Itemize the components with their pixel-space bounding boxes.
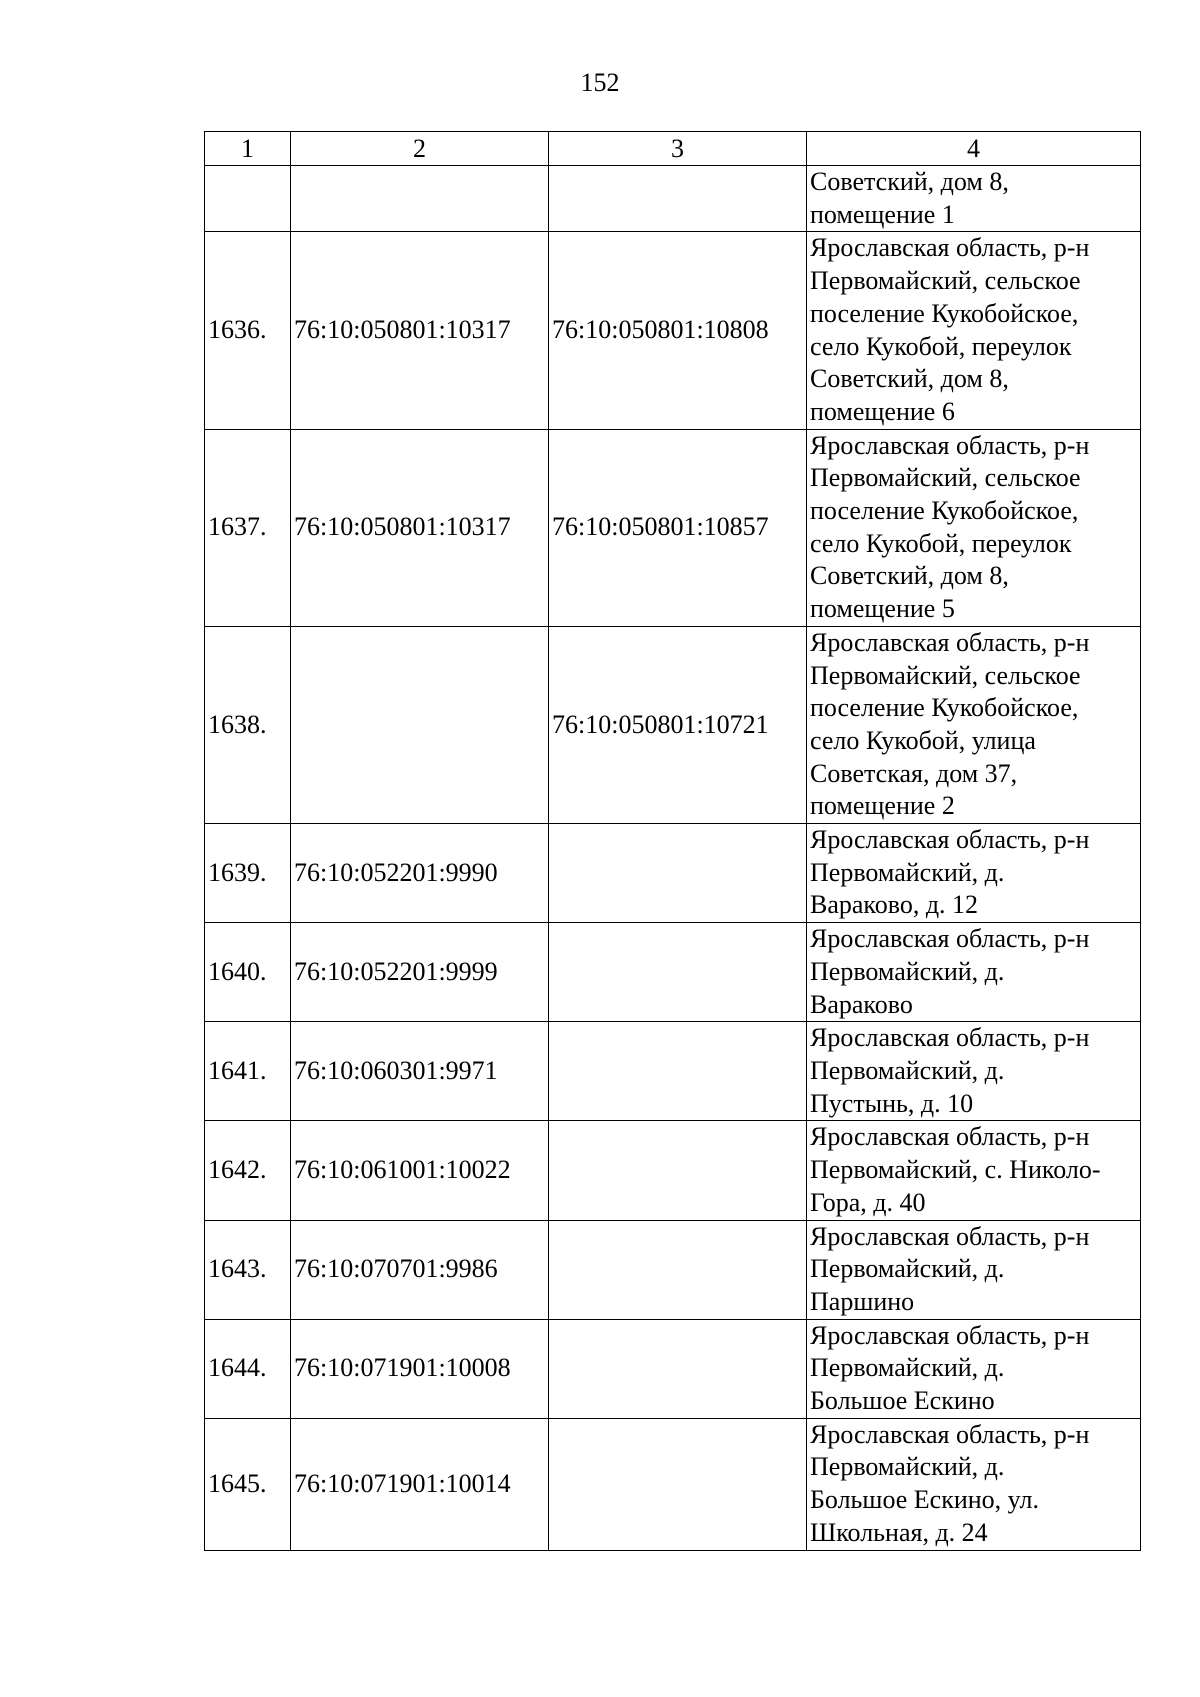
address-cell: Ярославская область, р-н Первомайский, сельское поселение Кукобойское, село Кукобой, улица Советская, дом 37, помещение 2 bbox=[807, 626, 1141, 823]
row-number-cell: 1641. bbox=[205, 1022, 291, 1121]
table-header-row bbox=[205, 132, 1141, 166]
parent-cadastral-cell: 76:10:052201:9999 bbox=[291, 923, 549, 1022]
cadastral-number-cell bbox=[549, 166, 807, 232]
table-row bbox=[205, 1121, 1141, 1220]
parent-cadastral-cell: 76:10:060301:9971 bbox=[291, 1022, 549, 1121]
row-number-cell: 1636. bbox=[205, 232, 291, 429]
parent-cadastral-cell: 76:10:071901:10014 bbox=[291, 1418, 549, 1550]
row-number-cell: 1645. bbox=[205, 1418, 291, 1550]
parent-cadastral-cell: 76:10:061001:10022 bbox=[291, 1121, 549, 1220]
cadastral-number-cell bbox=[549, 923, 807, 1022]
parent-cadastral-cell: 76:10:070701:9986 bbox=[291, 1220, 549, 1319]
table-row bbox=[205, 232, 1141, 429]
page-number: 152 bbox=[580, 68, 620, 97]
row-number-cell: 1638. bbox=[205, 626, 291, 823]
parent-cadastral-cell: 76:10:052201:9990 bbox=[291, 824, 549, 923]
column-header: 2 bbox=[291, 132, 549, 166]
address-cell: Ярославская область, р-н Первомайский, д. Большое Ескино bbox=[807, 1319, 1141, 1418]
cadastral-number-cell bbox=[549, 1319, 807, 1418]
address-cell: Ярославская область, р-н Первомайский, д. Вараково bbox=[807, 923, 1141, 1022]
address-cell: Ярославская область, р-н Первомайский, с. Николо- Гора, д. 40 bbox=[807, 1121, 1141, 1220]
address-cell: Ярославская область, р-н Первомайский, сельское поселение Кукобойское, село Кукобой, переулок Советский, дом 8, помещение 5 bbox=[807, 429, 1141, 626]
row-number-cell: 1637. bbox=[205, 429, 291, 626]
cadastral-number-cell bbox=[549, 1022, 807, 1121]
table-row bbox=[205, 923, 1141, 1022]
row-number-cell: 1643. bbox=[205, 1220, 291, 1319]
cadastral-number-cell bbox=[549, 1121, 807, 1220]
parent-cadastral-cell: 76:10:050801:10317 bbox=[291, 429, 549, 626]
table-row bbox=[205, 1319, 1141, 1418]
column-header: 1 bbox=[205, 132, 291, 166]
parent-cadastral-cell: 76:10:071901:10008 bbox=[291, 1319, 549, 1418]
column-header: 3 bbox=[549, 132, 807, 166]
table-row bbox=[205, 1220, 1141, 1319]
cadastral-number-cell: 76:10:050801:10857 bbox=[549, 429, 807, 626]
cadastral-number-cell: 76:10:050801:10808 bbox=[549, 232, 807, 429]
table-row bbox=[205, 166, 1141, 232]
address-cell: Ярославская область, р-н Первомайский, сельское поселение Кукобойское, село Кукобой, переулок Советский, дом 8, помещение 6 bbox=[807, 232, 1141, 429]
parent-cadastral-cell bbox=[291, 166, 549, 232]
address-cell: Ярославская область, р-н Первомайский, д. Вараково, д. 12 bbox=[807, 824, 1141, 923]
cadastral-number-cell: 76:10:050801:10721 bbox=[549, 626, 807, 823]
row-number-cell bbox=[205, 166, 291, 232]
cadastral-number-cell bbox=[549, 824, 807, 923]
table-row bbox=[205, 1418, 1141, 1550]
column-header: 4 bbox=[807, 132, 1141, 166]
row-number-cell: 1644. bbox=[205, 1319, 291, 1418]
row-number-cell: 1640. bbox=[205, 923, 291, 1022]
address-cell: Ярославская область, р-н Первомайский, д. Паршино bbox=[807, 1220, 1141, 1319]
row-number-cell: 1639. bbox=[205, 824, 291, 923]
parent-cadastral-cell bbox=[291, 626, 549, 823]
address-cell: Ярославская область, р-н Первомайский, д. Большое Ескино, ул. Школьная, д. 24 bbox=[807, 1418, 1141, 1550]
table-row bbox=[205, 626, 1141, 823]
address-cell: Советский, дом 8, помещение 1 bbox=[807, 166, 1141, 232]
parent-cadastral-cell: 76:10:050801:10317 bbox=[291, 232, 549, 429]
cadastral-number-cell bbox=[549, 1418, 807, 1550]
table-row bbox=[205, 429, 1141, 626]
registry-table bbox=[204, 131, 1141, 1551]
row-number-cell: 1642. bbox=[205, 1121, 291, 1220]
cadastral-number-cell bbox=[549, 1220, 807, 1319]
address-cell: Ярославская область, р-н Первомайский, д. Пустынь, д. 10 bbox=[807, 1022, 1141, 1121]
table-row bbox=[205, 824, 1141, 923]
table-row bbox=[205, 1022, 1141, 1121]
